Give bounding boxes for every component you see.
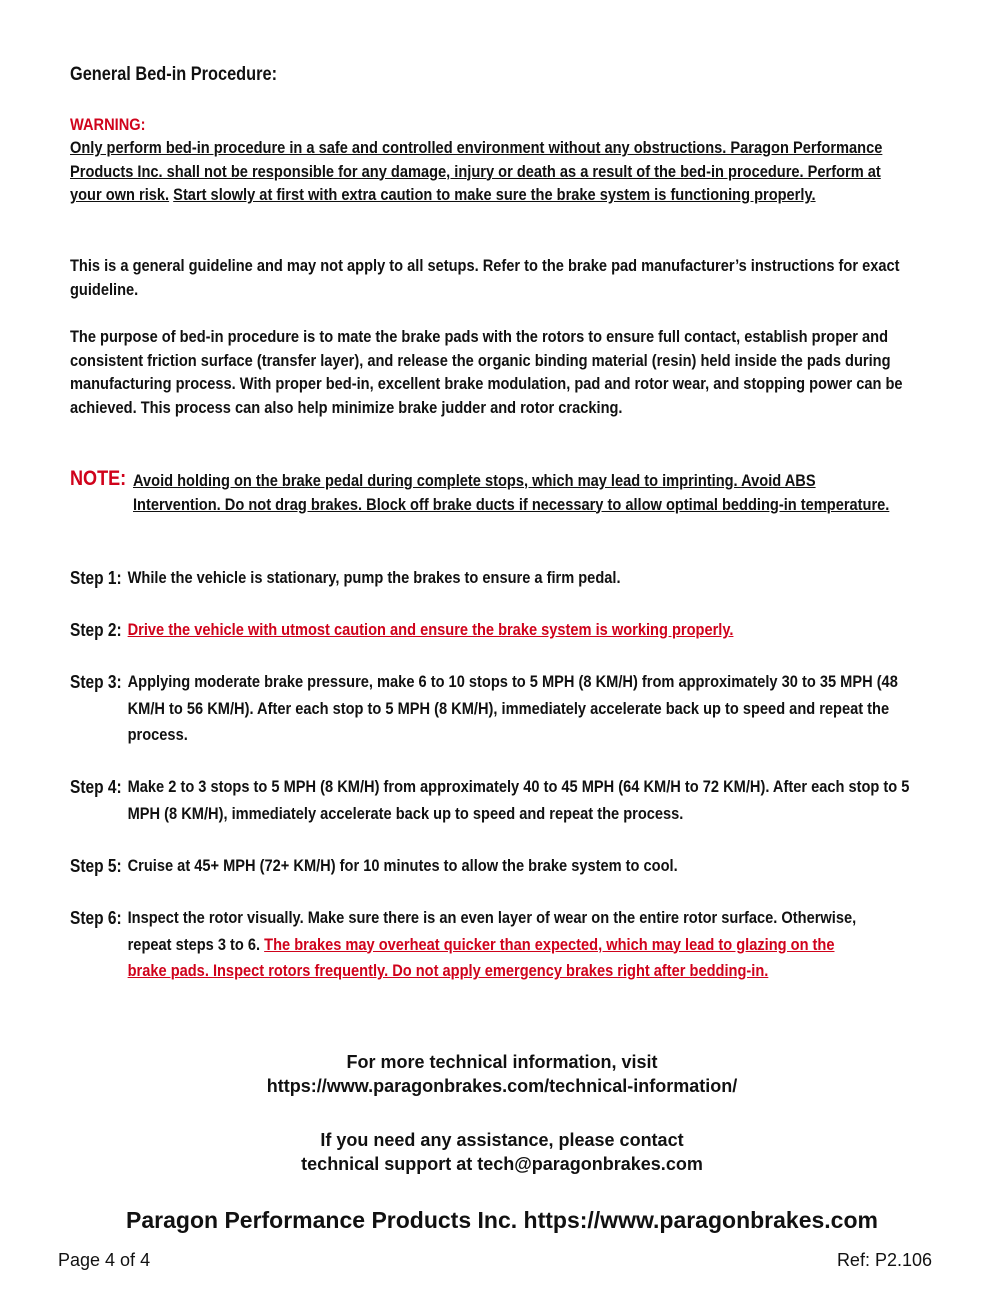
note-label: NOTE: [70,467,127,490]
more-info-link[interactable]: https://www.paragonbrakes.com/technical-information/ [266,1076,738,1096]
step-3-label: Step 3: [70,672,122,692]
more-info-block [0,1050,1004,1098]
step-4-text: Make 2 to 3 stops to 5 MPH (8 KM/H) from approximately 40 to 45 MPH (64 KM/H to 72 KM/H). After each stop to 5 MPH (8 KM/H), immediately accelerate back up to speed and repeat the process. [127,777,910,823]
note-text: Avoid holding on the brake pedal during complete stops, which may lead to imprinting. Avoid ABS Intervention. Do not drag brakes. Block off brake ducts if necessary to allow optimal bedding-in temperature. [133,471,890,514]
warning-text-part2: Start slowly at first with extra caution to make sure the brake system is functioning properly. [173,185,816,204]
step-2-text: Drive the vehicle with utmost caution and ensure the brake system is working properly. [127,620,734,639]
step-4 [70,774,956,827]
step-2 [70,617,939,644]
step-3-text: Applying moderate brake pressure, make 6 to 10 stops to 5 MPH (8 KM/H) from approximately 30 to 35 MPH (48 KM/H to 56 KM/H). After each stop to 5 MPH (8 KM/H), immediately accelerate back up to speed and repeat the process. [127,672,898,744]
step-5-text: Cruise at 45+ MPH (72+ KM/H) for 10 minutes to allow the brake system to cool. [127,856,678,875]
step-6-text [128,905,876,985]
step-5-label: Step 5: [70,856,122,876]
assistance-line1: If you need any assistance, please contact [320,1130,684,1150]
warning-text-part1: Only perform bed-in procedure in a safe and controlled environment without any obstructions. Paragon Performance Products Inc. shall not be responsible for any damage, injury or death as a result of the bed-in procedure. Perform at your own risk. [70,138,883,204]
step-1-label: Step 1: [70,568,122,588]
step-6 [70,905,939,985]
assistance-line2: technical support at tech@paragonbrakes.com [301,1154,703,1174]
footer-ref: Ref: P2.106 [836,1250,932,1270]
step-3 [70,669,939,749]
step-1 [70,565,939,592]
step-6-text-black: Inspect the rotor visually. Make sure there is an even layer of wear on the entire rotor surface. Otherwise, repeat steps 3 to 6. [127,908,857,954]
step-6-label: Step 6: [70,908,122,928]
footer-page-number: Page 4 of 4 [58,1250,151,1270]
step-5 [70,853,939,880]
page-title: General Bed-in Procedure: [70,64,278,85]
step-2-label: Step 2: [70,620,122,640]
guideline-paragraph: This is a general guideline and may not apply to all setups. Refer to the brake pad manufacturer’s instructions for exact guideline. [70,256,900,299]
more-info-line1: For more technical information, visit [346,1052,658,1072]
footer-company: Paragon Performance Products Inc. https://www.paragonbrakes.com [126,1207,878,1233]
warning-text [70,136,904,207]
purpose-paragraph: The purpose of bed-in procedure is to mate the brake pads with the rotors to ensure full contact, establish proper and consistent friction surface (transfer layer), and release the organic binding material (resin) held inside the pads during manufacturing process. With proper bed-in, excellent brake modulation, pad and rotor wear, and stopping power can be achieved. This process can also help minimize brake judder and rotor cracking. [70,327,903,417]
step-1-text: While the vehicle is stationary, pump the brakes to ensure a firm pedal. [127,568,621,587]
assistance-block [0,1128,1004,1176]
step-4-label: Step 4: [70,777,122,797]
warning-label: WARNING: [70,115,146,134]
step-6-text-red: The brakes may overheat quicker than expected, which may lead to glazing on the brake pads. Inspect rotors frequently. Do not apply emergency brakes right after bedding-in. [127,934,835,980]
